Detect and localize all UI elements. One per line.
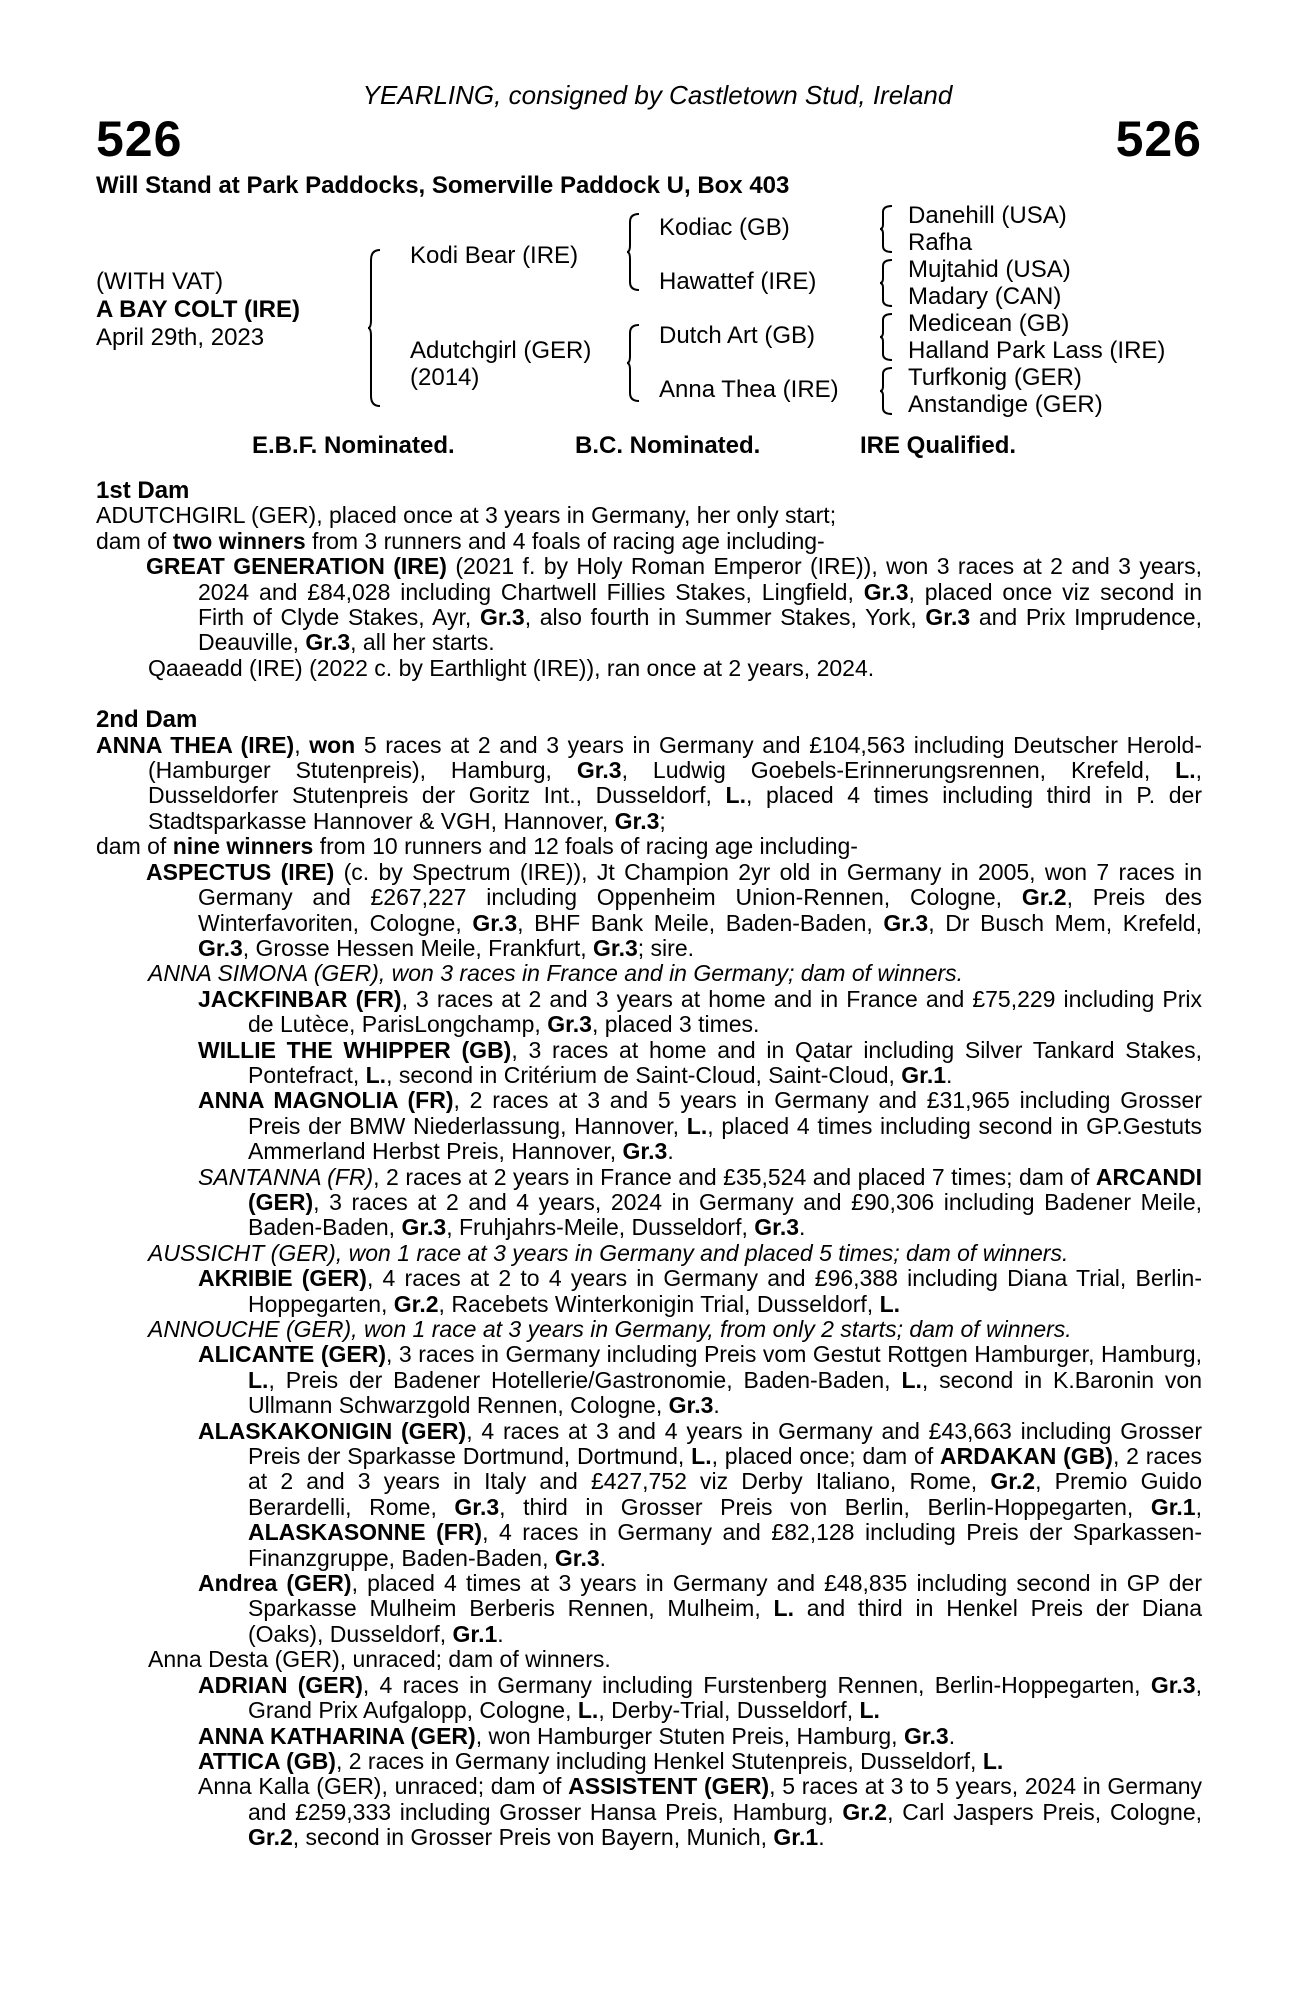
- text: , 3 races in Germany including Preis vom Gestut Rottgen Hamburger, Hamburg,: [385, 1341, 1202, 1368]
- progeny-willie-the-whipper: [96, 1038, 1202, 1089]
- progeny-qaaeadd: Qaaeadd (IRE) (2022 c. by Earthlight (IRE)), ran once at 2 years, 2024.: [148, 654, 875, 681]
- pedigree-bracket-sire: [627, 212, 641, 292]
- progeny-great-generation: [96, 554, 1202, 656]
- text: and third in Henkel Preis der Diana (Oaks), Dusseldorf,: [248, 1595, 1202, 1647]
- text: , Dr Busch Mem, Krefeld,: [928, 909, 1202, 936]
- text: , 2 races at 3 and 5 years in Germany and £31,965 including Grosser Preis der BMW Niederlassung, Hannover,: [248, 1087, 1202, 1139]
- text: .: [946, 1061, 953, 1088]
- lot-number-right: 526: [1115, 111, 1202, 167]
- dam-year: (2014): [410, 364, 480, 391]
- horse-name: ARDAKAN (GB): [940, 1443, 1113, 1470]
- horse-name: ASPECTUS (IRE): [146, 858, 335, 885]
- progeny-anna-simona: ANNA SIMONA (GER), won 3 races in France and in Germany; dam of winners.: [148, 960, 964, 987]
- produce-record: [96, 478, 1202, 1851]
- grade: Gr.3: [754, 1214, 800, 1241]
- horse-name: ADRIAN (GER): [198, 1671, 363, 1698]
- text: and Prix Imprudence, Deauville,: [198, 604, 1202, 656]
- grade: Gr.3: [472, 909, 518, 936]
- ire-qualified: IRE Qualified.: [860, 432, 1017, 459]
- listed: L.: [859, 1697, 880, 1724]
- grade: Gr.3: [668, 1392, 714, 1419]
- text: ,: [1195, 1493, 1202, 1520]
- grade: Gr.3: [614, 807, 660, 834]
- text: from 10 runners and 12 foals of racing age including-: [313, 833, 858, 860]
- grade: Gr.3: [576, 757, 622, 784]
- progeny-anna-desta: Anna Desta (GER), unraced; dam of winners.: [148, 1646, 611, 1673]
- grade: Gr.1: [1150, 1493, 1196, 1520]
- listed: L.: [725, 782, 746, 809]
- horse-name: GREAT GENERATION (IRE): [146, 553, 447, 580]
- progeny-adrian: [96, 1673, 1202, 1724]
- progeny-alicante: [96, 1342, 1202, 1418]
- text: , Preis der Badener Hotellerie/Gastronomie, Baden-Baden,: [268, 1366, 902, 1393]
- first-dam-line: ADUTCHGIRL (GER), placed once at 3 years in Germany, her only start;: [96, 502, 837, 529]
- listed: L.: [248, 1366, 269, 1393]
- text: , 3 races at 2 and 4 years, 2024 in Germany and £90,306 including Badener Meile, Baden-Baden,: [248, 1188, 1202, 1241]
- text: (2021 f. by Holy Roman Emperor (IRE)), won 3 races at 2 and 3 years, 2024 and £84,028 including Chartwell Fillies Stakes, Lingfield,: [198, 553, 1202, 605]
- text: , Ludwig Goebels-Erinnerungsrennen, Krefeld,: [621, 757, 1176, 784]
- spacer: [96, 681, 1202, 707]
- grade: Gr.3: [198, 934, 243, 961]
- grade: Gr.2: [842, 1798, 888, 1825]
- text: , Dusseldorfer Stutenpreis der Goritz Int., Dusseldorf,: [148, 757, 1203, 809]
- horse-name: ANNA THEA (IRE): [96, 731, 295, 758]
- grade: Gr.3: [401, 1214, 447, 1241]
- ancestor-3: Mujtahid (USA): [908, 256, 1071, 283]
- horse-name: ANNA KATHARINA (GER): [198, 1722, 476, 1749]
- dam-sire: Dutch Art (GB): [659, 322, 816, 349]
- horse-name: SANTANNA (FR): [198, 1163, 374, 1190]
- pedigree-bracket-g1: [880, 204, 894, 254]
- lot-number-left: 526: [96, 111, 183, 167]
- text: , BHF Bank Meile, Baden-Baden,: [517, 909, 884, 936]
- ebf-nomination: E.B.F. Nominated.: [252, 432, 455, 459]
- grade: Gr.3: [925, 604, 971, 631]
- ancestor-7: Turfkonig (GER): [908, 364, 1082, 391]
- horse-name: ARCANDI (GER): [248, 1163, 1202, 1215]
- listed: L.: [982, 1747, 1004, 1774]
- text: from 3 runners and 4 foals of racing age including-: [305, 527, 825, 554]
- listed: L.: [686, 1112, 708, 1139]
- grade: Gr.3: [593, 934, 638, 961]
- listed: L.: [691, 1443, 712, 1470]
- won-label: won: [309, 731, 356, 758]
- text: , Fruhjahrs-Meile, Dusseldorf,: [446, 1214, 755, 1241]
- progeny-aspectus: [96, 860, 1202, 962]
- grade: Gr.3: [883, 909, 929, 936]
- pedigree-bracket-g2: [880, 258, 894, 308]
- text: , Derby-Trial, Dusseldorf,: [598, 1697, 860, 1724]
- ancestor-2: Rafha: [908, 229, 973, 256]
- progeny-santanna: [96, 1165, 1202, 1241]
- progeny-annouche: ANNOUCHE (GER), won 1 race at 3 years in Germany, from only 2 starts; dam of winners.: [148, 1316, 1072, 1342]
- text: dam of: [96, 527, 173, 554]
- text: , placed once viz second in Firth of Clyde Stakes, Ayr,: [198, 578, 1202, 631]
- listed: L.: [577, 1697, 599, 1724]
- grade: Gr.1: [452, 1620, 498, 1647]
- horse-name: ASSISTENT (GER): [568, 1773, 770, 1800]
- grade: Gr.3: [863, 578, 909, 605]
- foaling-date: April 29th, 2023: [96, 324, 265, 351]
- text: , 2 races in Germany including Henkel Stutenpreis, Dusseldorf,: [335, 1747, 983, 1774]
- pedigree-bracket-dam: [627, 323, 641, 403]
- ancestor-8: Anstandige (GER): [908, 391, 1103, 418]
- text: , won Hamburger Stuten Preis, Hamburg,: [475, 1722, 904, 1749]
- text: , 5 races at 3 to 5 years, 2024 in Germany and £259,333 including Grosser Hansa Preis, Hamburg,: [248, 1773, 1202, 1825]
- horse-name: Andrea (GER): [198, 1570, 352, 1597]
- text: , 3 races at home and in Qatar including Silver Tankard Stakes, Pontefract,: [248, 1036, 1202, 1088]
- second-dam-heading: 2nd Dam: [96, 706, 198, 734]
- text: , second in K.Baronin von Ullmann Schwarzgold Rennen, Cologne,: [248, 1366, 1203, 1419]
- text: ;: [659, 807, 666, 834]
- listed: L.: [1175, 757, 1196, 784]
- ancestor-4: Madary (CAN): [908, 283, 1062, 310]
- grade: Gr.2: [248, 1824, 293, 1851]
- text: , Racebets Winterkonigin Trial, Dusseldorf,: [438, 1290, 880, 1317]
- grade: Gr.3: [479, 604, 525, 631]
- bc-nomination: B.C. Nominated.: [575, 432, 761, 459]
- text: , Carl Jaspers Preis, Cologne,: [887, 1798, 1203, 1825]
- ancestor-5: Medicean (GB): [908, 310, 1070, 337]
- sire: Kodi Bear (IRE): [410, 242, 579, 269]
- text: , Grand Prix Aufgalopp, Cologne,: [248, 1671, 1202, 1724]
- text: , 3 races at 2 and 3 years at home and in France and £75,229 including Prix de Lutèce, ParisLongchamp,: [248, 985, 1202, 1038]
- progeny-anna-magnolia: [96, 1088, 1202, 1164]
- listed: L.: [365, 1061, 387, 1088]
- text: .: [713, 1392, 720, 1419]
- text: , second in Grosser Preis von Bayern, Munich,: [292, 1824, 774, 1851]
- text: , 4 races in Germany and £82,128 including Preis der Sparkassen-Finanzgruppe, Baden-Baden,: [248, 1519, 1202, 1571]
- text: , Preis des Winterfavoriten, Cologne,: [198, 884, 1203, 936]
- grade: Gr.3: [903, 1722, 949, 1749]
- grade: Gr.1: [901, 1061, 947, 1088]
- text: .: [948, 1722, 956, 1749]
- horse-name: ALICANTE (GER): [198, 1341, 386, 1368]
- sire-dam: Hawattef (IRE): [659, 268, 817, 295]
- progeny-aussicht: AUSSICHT (GER), won 1 race at 3 years in Germany and placed 5 times; dam of winners.: [148, 1239, 1069, 1266]
- horse-name: ALASKAKONIGIN (GER): [198, 1417, 467, 1444]
- grade: Gr.1: [773, 1824, 819, 1851]
- first-dam-produce-summary: [96, 529, 1202, 554]
- grade: Gr.3: [554, 1544, 600, 1571]
- text: .: [667, 1138, 674, 1165]
- sire-sire: Kodiac (GB): [659, 214, 790, 241]
- text: .: [818, 1824, 825, 1851]
- dam: Adutchgirl (GER): [410, 337, 592, 364]
- listed: L.: [879, 1290, 901, 1317]
- progeny-anna-kalla: [96, 1774, 1202, 1850]
- progeny-andrea: [96, 1571, 1202, 1647]
- text: , placed 4 times at 3 years in Germany and £48,835 including second in GP der Sparkasse Mulheim Berberis Rennen, Mulheim,: [248, 1570, 1202, 1622]
- text: , 2 races at 2 and 3 years in Italy and £427,752 viz Derby Italiano, Rome,: [248, 1443, 1202, 1495]
- second-dam-anna-thea: [96, 733, 1202, 835]
- grade: Gr.2: [1021, 884, 1067, 911]
- listed: L.: [901, 1366, 922, 1393]
- ancestor-1: Danehill (USA): [908, 202, 1067, 229]
- grade: Gr.3: [1150, 1671, 1196, 1698]
- pedigree-bracket-main: [368, 248, 382, 408]
- progeny-jackfinbar: [96, 987, 1202, 1038]
- grade: Gr.3: [305, 629, 351, 656]
- text: , placed 4 times including second in GP.Gestuts Ammerland Herbst Preis, Hannover,: [248, 1112, 1202, 1165]
- horse-name: JACKFINBAR (FR): [198, 985, 402, 1012]
- text: , also fourth in Summer Stakes, York,: [524, 604, 926, 631]
- stand-location: Will Stand at Park Paddocks, Somerville Paddock U, Box 403: [96, 172, 790, 199]
- text: , 4 races at 3 and 4 years in Germany and £43,663 including Grosser Preis der Sparkasse Dortmund, Dortmund,: [248, 1417, 1202, 1470]
- horse-name: A BAY COLT (IRE): [96, 296, 301, 323]
- first-dam-heading: 1st Dam: [96, 477, 190, 504]
- text: , second in Critérium de Saint-Cloud, Saint-Cloud,: [386, 1061, 902, 1088]
- ancestor-6: Halland Park Lass (IRE): [908, 337, 1166, 364]
- text: , 4 races at 2 to 4 years in Germany and £96,388 including Diana Trial, Berlin-Hoppegarten,: [248, 1265, 1202, 1317]
- text: , all her starts.: [350, 629, 495, 656]
- text: , placed 3 times.: [591, 1011, 760, 1038]
- winners-count: two winners: [172, 527, 306, 554]
- second-dam-produce-summary: [96, 834, 1202, 859]
- grade: Gr.3: [622, 1138, 668, 1165]
- pedigree-bracket-g4: [880, 366, 894, 416]
- text: , placed 4 times including third in P. der Stadtsparkasse Hannover & VGH, Hannover,: [148, 782, 1202, 834]
- horse-name: AKRIBIE (GER): [198, 1265, 367, 1292]
- horse-name: ATTICA (GB): [198, 1747, 336, 1774]
- text: .: [497, 1620, 504, 1647]
- progeny-anna-katharina: [96, 1724, 1202, 1749]
- text: .: [599, 1544, 607, 1571]
- horse-name: ANNA MAGNOLIA (FR): [198, 1087, 454, 1114]
- text: ; sire.: [637, 934, 694, 961]
- progeny-alaskakonigin: [96, 1419, 1202, 1571]
- horse-name: ALASKASONNE (FR): [248, 1519, 483, 1546]
- text: , 2 races at 2 years in France and £35,524 and placed 7 times; dam of: [373, 1163, 1096, 1190]
- text: Anna Kalla (GER), unraced; dam of: [198, 1773, 569, 1800]
- consignor-subtitle: YEARLING, consigned by Castletown Stud, Ireland: [362, 80, 953, 110]
- text: , Premio Guido Berardelli, Rome,: [248, 1468, 1202, 1520]
- text: 5 races at 2 and 3 years in Germany and £104,563 including Deutscher Herold-(Hamburger Stutenpreis), Hamburg,: [148, 731, 1202, 784]
- text: , third in Grosser Preis von Berlin, Berlin-Hoppegarten,: [499, 1493, 1151, 1520]
- horse-name: WILLIE THE WHIPPER (GB): [198, 1036, 512, 1063]
- text: .: [799, 1214, 806, 1241]
- text: , 4 races in Germany including Furstenberg Rennen, Berlin-Hoppegarten,: [362, 1671, 1151, 1698]
- listed: L.: [773, 1595, 794, 1622]
- text: , Grosse Hessen Meile, Frankfurt,: [242, 934, 593, 961]
- pedigree-bracket-g3: [880, 312, 894, 362]
- text: (c. by Spectrum (IRE)), Jt Champion 2yr old in Germany in 2005, won 7 races in Germany and £267,227 including Oppenheim Union-Rennen, Cologne,: [198, 858, 1203, 911]
- text: dam of: [96, 833, 173, 860]
- vat-label: (WITH VAT): [96, 268, 224, 295]
- progeny-akribie: [96, 1266, 1202, 1317]
- text: ,: [294, 731, 310, 758]
- grade: Gr.2: [393, 1290, 439, 1317]
- dam-dam: Anna Thea (IRE): [659, 376, 839, 403]
- grade: Gr.2: [990, 1468, 1036, 1495]
- text: , placed once; dam of: [711, 1443, 941, 1470]
- winners-count: nine winners: [172, 833, 314, 860]
- progeny-attica: [96, 1749, 1202, 1774]
- grade: Gr.3: [547, 1011, 592, 1038]
- grade: Gr.3: [454, 1493, 500, 1520]
